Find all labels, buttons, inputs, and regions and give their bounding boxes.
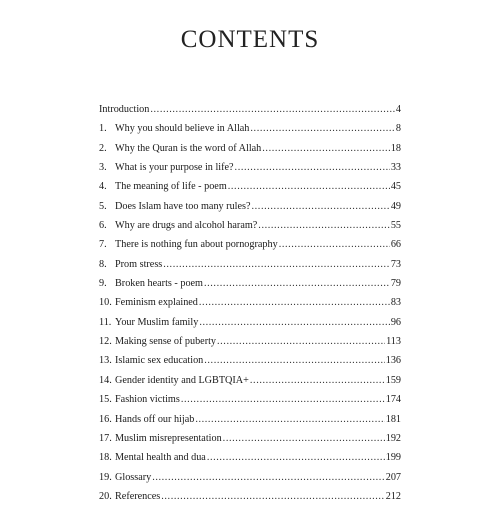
toc-entry-page: 96 [390, 316, 401, 328]
toc-entry-page: 66 [390, 239, 401, 251]
toc-entry-page: 181 [385, 413, 401, 425]
dot-leader [199, 313, 390, 332]
toc-entry-page: 45 [390, 181, 401, 193]
toc-entry [99, 293, 401, 312]
dot-leader [279, 235, 390, 254]
toc-entry-label: The meaning of life - poem [115, 181, 227, 193]
toc-entry [99, 390, 401, 409]
toc-entry-number: 20. [99, 490, 112, 502]
toc-entry-page: 207 [385, 471, 401, 483]
toc-entry-label: What is your purpose in life? [115, 162, 234, 174]
toc-entry-label: Broken hearts - poem [115, 278, 203, 290]
toc-entry-page: 73 [390, 258, 401, 270]
toc-entry [99, 255, 401, 274]
toc-entry [99, 177, 401, 196]
toc-entry [99, 429, 401, 448]
dot-leader [161, 487, 384, 506]
toc-entry-page: 55 [390, 220, 401, 232]
toc-entry [99, 197, 401, 216]
toc-entry-page: 79 [390, 278, 401, 290]
toc-entry [99, 468, 401, 487]
toc-entry-label: Does Islam have too many rules? [115, 200, 251, 212]
toc-entry-number: 14. [99, 374, 112, 386]
toc-entry-number: 9. [99, 278, 107, 290]
toc-entry-label: Glossary [115, 471, 152, 483]
toc-entry [99, 119, 401, 138]
dot-leader [163, 255, 390, 274]
toc-entry [99, 235, 401, 254]
toc-entry-page: 18 [390, 142, 401, 154]
toc-entry-number: 5. [99, 200, 107, 212]
toc-entry-number: 18. [99, 452, 112, 464]
toc-entry-number: 1. [99, 123, 107, 135]
dot-leader [181, 390, 385, 409]
dot-leader [199, 293, 390, 312]
toc-entry-page: 8 [395, 123, 401, 135]
toc-entry-number: 12. [99, 336, 112, 348]
toc-entry-label: Your Muslim family [115, 316, 199, 328]
dot-leader [152, 468, 385, 487]
toc-entry [99, 139, 401, 158]
toc-entry-page: 113 [386, 336, 401, 348]
toc-entry-label: Why the Quran is the word of Allah [115, 142, 262, 154]
dot-leader [150, 100, 395, 119]
toc-entry-label: Hands off our hijab [115, 413, 195, 425]
toc-entry-page: 159 [385, 374, 401, 386]
dot-leader [252, 197, 390, 216]
dot-leader [204, 351, 384, 370]
toc-entry-number: 17. [99, 432, 112, 444]
toc-entry-page: 199 [385, 452, 401, 464]
toc-entry [99, 371, 401, 390]
table-of-contents [99, 100, 401, 506]
toc-entry-number: 13. [99, 355, 112, 367]
toc-entry-page: 136 [385, 355, 401, 367]
toc-entry-label: Fashion victims [115, 394, 180, 406]
toc-entry-number: 6. [99, 220, 107, 232]
dot-leader [204, 274, 390, 293]
toc-entry-number: 10. [99, 297, 112, 309]
toc-entry-page: 212 [385, 490, 401, 502]
toc-entry-label: Why are drugs and alcohol haram? [115, 220, 258, 232]
toc-entry-number: 11. [99, 316, 112, 328]
toc-entry-label: Feminism explained [115, 297, 198, 309]
page-title: CONTENTS [180, 26, 320, 53]
toc-entry-label: Why you should believe in Allah [115, 123, 250, 135]
toc-entry-number: 15. [99, 394, 112, 406]
toc-entry-label: Mental health and dua [115, 452, 206, 464]
toc-entry [99, 410, 401, 429]
dot-leader [195, 410, 384, 429]
toc-entry-label: Prom stress [115, 258, 163, 270]
toc-entry-number: 4. [99, 181, 107, 193]
toc-entry-number: 2. [99, 142, 107, 154]
dot-leader [228, 177, 390, 196]
toc-entry-label: Introduction [99, 104, 150, 115]
dot-leader [250, 119, 395, 138]
dot-leader [223, 429, 385, 448]
toc-entry [99, 274, 401, 293]
toc-entry-page: 83 [390, 297, 401, 309]
toc-entry-number: 7. [99, 239, 107, 251]
toc-entry [99, 448, 401, 467]
toc-entry-number: 8. [99, 258, 107, 270]
toc-entry-label: Making sense of puberty [115, 336, 217, 348]
toc-entry-page: 192 [385, 432, 401, 444]
toc-entry-label: Gender identity and LGBTQIA+ [115, 374, 249, 386]
dot-leader [235, 158, 390, 177]
toc-entry-label: Islamic sex education [115, 355, 204, 367]
toc-entry-label: Muslim misrepresentation [115, 432, 222, 444]
toc-entry-label: References [115, 490, 161, 502]
toc-entry-page: 4 [395, 104, 401, 115]
toc-entry [99, 216, 401, 235]
toc-entry-number: 19. [99, 471, 112, 483]
dot-leader [250, 371, 385, 390]
toc-entry-page: 49 [390, 200, 401, 212]
toc-entry [99, 351, 401, 370]
toc-entry-number: 3. [99, 162, 107, 174]
toc-entry-label: There is nothing fun about pornography [115, 239, 278, 251]
toc-entry-introduction [99, 100, 401, 119]
toc-entry [99, 313, 401, 332]
dot-leader [207, 448, 385, 467]
toc-entry-page: 33 [390, 162, 401, 174]
toc-entry-number: 16. [99, 413, 112, 425]
dot-leader [217, 332, 385, 351]
toc-entry-page: 174 [385, 394, 401, 406]
toc-entry [99, 158, 401, 177]
dot-leader [258, 216, 390, 235]
dot-leader [262, 139, 390, 158]
toc-entry [99, 332, 401, 351]
toc-entry [99, 487, 401, 506]
